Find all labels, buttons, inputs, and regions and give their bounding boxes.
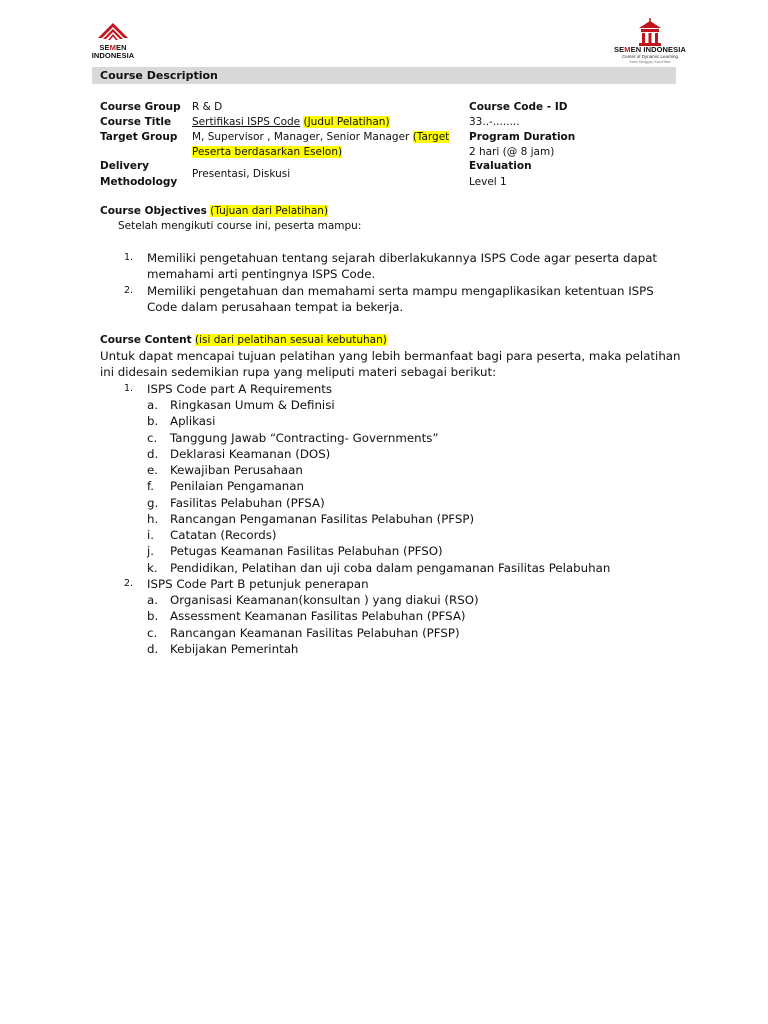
objective-number: 2. — [124, 285, 134, 296]
content-item: Kewajiban Perusahaan — [170, 463, 303, 477]
logo-brand-text-line2: INDONESIA — [91, 51, 135, 60]
content-item-letter: a. — [147, 593, 158, 607]
objective-item-line: Code dalam perusahaan tempat ia bekerja. — [147, 300, 404, 314]
target-group-value — [192, 130, 449, 145]
course-group-label: Course Group — [100, 101, 181, 113]
course-content-heading: Course Content (isi dari pelatihan sesuai kebutuhan) — [100, 334, 387, 346]
content-item: Ringkasan Umum & Definisi — [170, 398, 335, 412]
content-part-title: ISPS Code part A Requirements — [147, 382, 333, 396]
target-group-text: M, Supervisor , Manager, Senior Manager — [192, 131, 410, 143]
objective-number: 1. — [124, 252, 134, 263]
course-code-label: Course Code - ID — [469, 101, 568, 113]
content-item-letter: d. — [147, 642, 159, 656]
content-item-letter: k. — [147, 561, 158, 575]
semen-indonesia-logo-left — [88, 22, 138, 60]
content-item: Petugas Keamanan Fasilitas Pelabuhan (PFSO) — [170, 544, 443, 558]
logo-motto: Kami Sanggup, Kami Bisa — [629, 60, 671, 64]
content-part-number: 2. — [124, 578, 134, 589]
target-group-note: (Target — [412, 131, 450, 143]
course-title-text: Sertifikasi ISPS Code — [192, 116, 301, 128]
objective-item-line: memahami arti pentingnya ISPS Code. — [147, 267, 376, 281]
program-duration-value: 2 hari (@ 8 jam) — [469, 146, 555, 158]
objectives-intro: Setelah mengikuti course ini, peserta mampu: — [118, 220, 362, 232]
content-item: Fasilitas Pelabuhan (PFSA) — [170, 496, 325, 510]
content-item-letter: h. — [147, 512, 159, 526]
content-item: Catatan (Records) — [170, 528, 277, 542]
evaluation-value: Level 1 — [469, 176, 507, 188]
content-item: Penilaian Pengamanan — [170, 479, 304, 493]
target-group-note-line2: Peserta berdasarkan Eselon) — [192, 146, 343, 158]
content-item-letter: b. — [147, 414, 159, 428]
target-group-label: Target Group — [100, 131, 178, 143]
content-item: Tanggung Jawab “Contracting- Governments” — [170, 431, 439, 445]
content-item-letter: b. — [147, 609, 159, 623]
delivery-label: Delivery — [100, 160, 150, 172]
course-group-value: R & D — [192, 101, 223, 113]
objective-item-line: Memiliki pengetahuan tentang sejarah diberlakukannya ISPS Code agar peserta dapat — [147, 251, 658, 265]
course-code-value: 33..-........ — [469, 116, 520, 128]
objective-item-line: Memiliki pengetahuan dan memahami serta mampu mengaplikasikan ketentuan ISPS — [147, 284, 654, 298]
logo-brand-text: SEMEN INDONESIA — [614, 45, 686, 54]
content-item-letter: f. — [147, 479, 155, 493]
content-item-letter: g. — [147, 496, 159, 510]
content-item: Rancangan Keamanan Fasilitas Pelabuhan (PFSP) — [170, 626, 460, 640]
content-item-letter: e. — [147, 463, 159, 477]
content-item: Aplikasi — [170, 414, 216, 428]
content-item-letter: i. — [147, 528, 155, 542]
program-duration-label: Program Duration — [469, 131, 576, 143]
building-logo-icon — [637, 18, 663, 46]
content-item-letter: a. — [147, 398, 158, 412]
delivery-value: Presentasi, Diskusi — [192, 168, 291, 180]
course-objectives-heading: Course Objectives (Tujuan dari Pelatihan) — [100, 205, 329, 217]
content-intro-line: ini didesain sedemikian rupa yang meliputi materi sebagai berikut: — [100, 365, 497, 379]
content-item: Assessment Keamanan Fasilitas Pelabuhan (PFSA) — [170, 609, 466, 623]
logo-tagline: Center of Dynamic Learning — [621, 54, 679, 59]
content-item-letter: d. — [147, 447, 159, 461]
methodology-label: Methodology — [100, 176, 178, 188]
content-part-title: ISPS Code Part B petunjuk penerapan — [147, 577, 369, 591]
content-item-letter: c. — [147, 626, 158, 640]
semen-indonesia-logo-right — [612, 18, 688, 65]
content-item: Pendidikan, Pelatihan dan uji coba dalam pengamanan Fasilitas Pelabuhan — [170, 561, 611, 575]
content-item: Kebijakan Pemerintah — [170, 642, 299, 656]
course-title-note: (Judul Pelatihan) — [303, 116, 390, 128]
content-part-number: 1. — [124, 383, 134, 394]
content-intro-line: Untuk dapat mencapai tujuan pelatihan yang lebih bermanfaat bagi para peserta, maka pelatihan — [100, 349, 681, 363]
logo-brand-text: SEMEN — [99, 43, 127, 52]
course-title-label: Course Title — [100, 116, 172, 128]
content-item: Organisasi Keamanan(konsultan ) yang diakui (RSO) — [170, 593, 479, 607]
content-item-letter: c. — [147, 431, 158, 445]
course-description-header: Course Description — [92, 67, 676, 84]
content-item: Rancangan Pengamanan Fasilitas Pelabuhan (PFSP) — [170, 512, 475, 526]
content-item-letter: j. — [147, 544, 155, 558]
semen-logo-icon — [96, 22, 130, 44]
content-item: Deklarasi Keamanan (DOS) — [170, 447, 331, 461]
course-title-value — [192, 115, 390, 130]
evaluation-label: Evaluation — [469, 160, 532, 172]
